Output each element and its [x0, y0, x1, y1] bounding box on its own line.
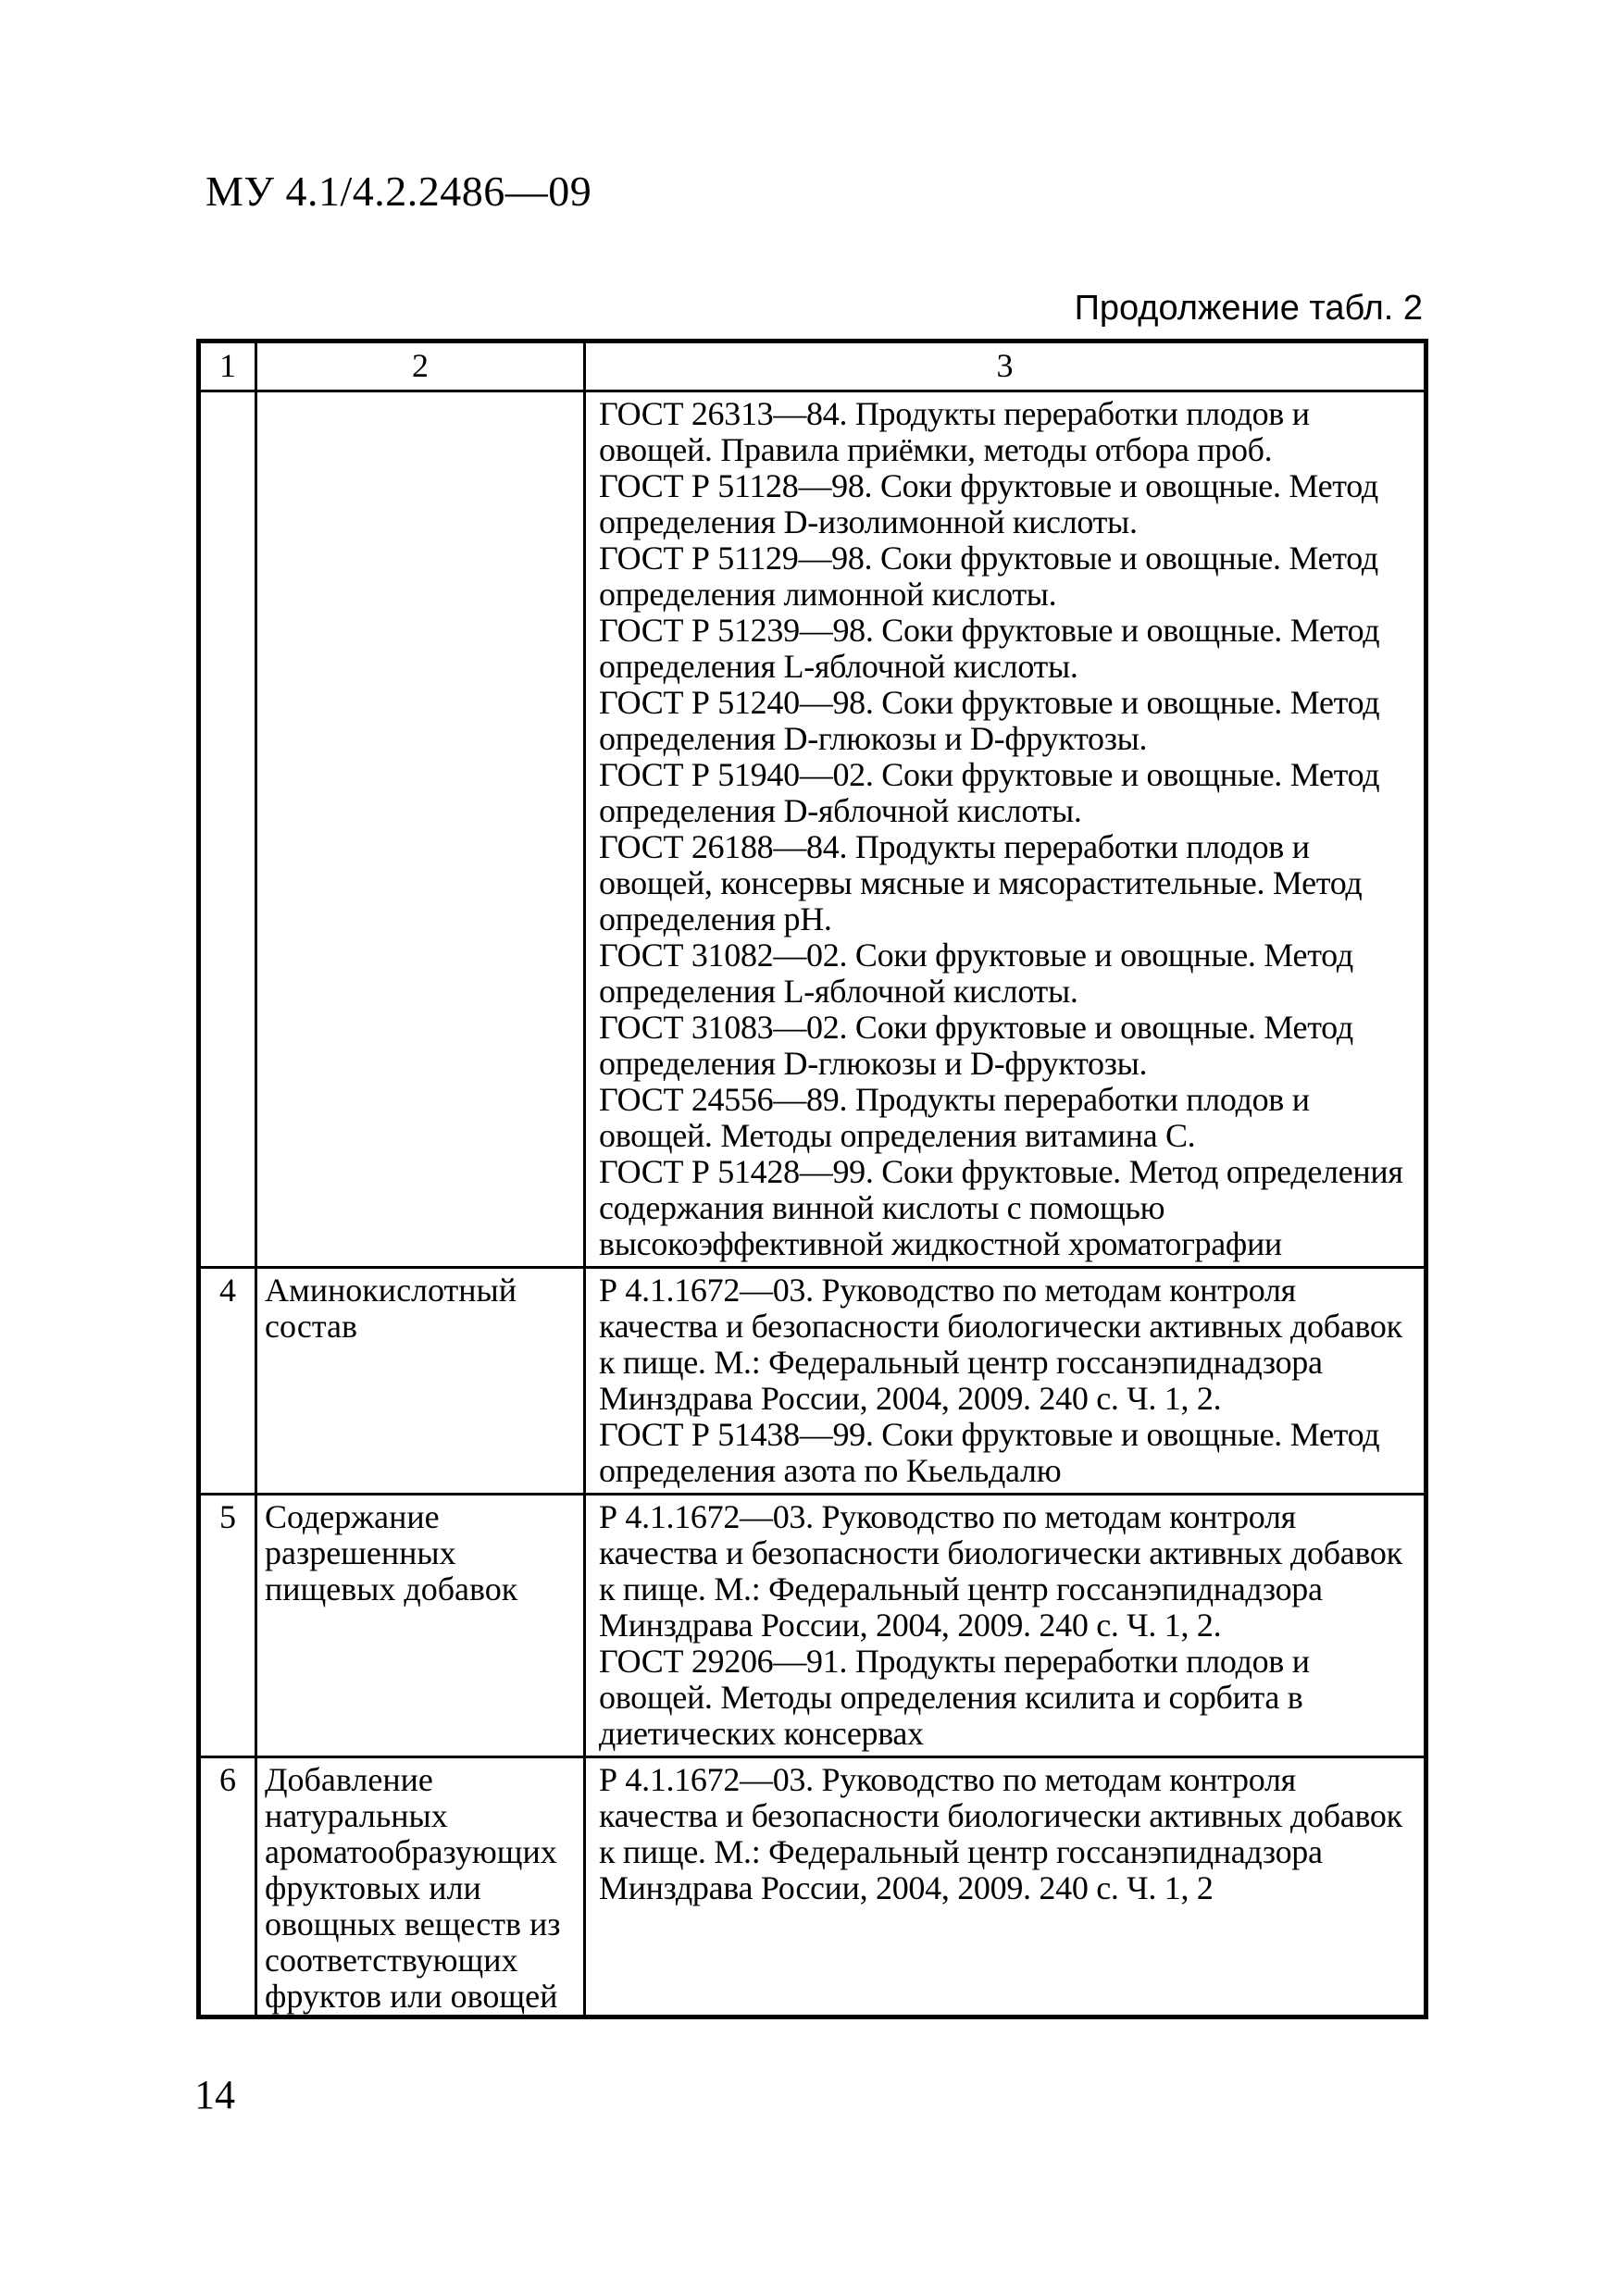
reference-entry: Р 4.1.1672—03. Руководство по методам контроля качества и безопасности биологически активных добавок к пище. М.: Федеральный центр госсанэпиднадзора Минздрава России, 2004, 2009. 240 с. Ч. 1, 2.: [599, 1272, 1402, 1417]
indicator-name: Содержание разрешенных пищевых добавок: [256, 1495, 585, 1757]
reference-entry: ГОСТ 26313—84. Продукты переработки плодов и овощей. Правила приёмки, методы отбора проб.: [599, 395, 1310, 468]
indicator-name: Добавление натуральных ароматообразующих фруктовых или овощных веществ из соответствующих фруктов или овощей: [256, 1757, 585, 2017]
reference-entry: ГОСТ 31082—02. Соки фруктовые и овощные. Метод определения L-яблочной кислоты.: [599, 937, 1353, 1010]
reference-entry: ГОСТ Р 51438—99. Соки фруктовые и овощные. Метод определения азота по Кьельдалю: [599, 1416, 1380, 1489]
reference-entry: Р 4.1.1672—03. Руководство по методам контроля качества и безопасности биологически активных добавок к пище. М.: Федеральный центр госсанэпиднадзора Минздрава России, 2004, 2009. 240 с. Ч. 1, 2.: [599, 1498, 1402, 1644]
table-row: [199, 391, 1426, 1268]
reference-entry: ГОСТ Р 51428—99. Соки фруктовые. Метод определения содержания винной кислоты с помощью высокоэффективной жидкостной хроматографии: [599, 1153, 1403, 1262]
method-references: [585, 1757, 1426, 2017]
document-code: МУ 4.1/4.2.2486—09: [205, 168, 592, 215]
reference-entry: ГОСТ 31083—02. Соки фруктовые и овощные. Метод определения D-глюкозы и D-фруктозы.: [599, 1009, 1353, 1082]
reference-entry: ГОСТ Р 51940—02. Соки фруктовые и овощные. Метод определения D-яблочной кислоты.: [599, 756, 1380, 829]
methods-table-wrapper: [196, 339, 1424, 2019]
table-row: [199, 1495, 1426, 1757]
table-caption: Продолжение табл. 2: [1074, 289, 1423, 328]
row-number: 4: [199, 1268, 256, 1495]
reference-entry: ГОСТ 26188—84. Продукты переработки плодов и овощей, консервы мясные и мясорастительные. Метод определения pH.: [599, 828, 1363, 937]
row-number: 5: [199, 1495, 256, 1757]
methods-table: [196, 339, 1428, 2019]
reference-entry: ГОСТ Р 51129—98. Соки фруктовые и овощные. Метод определения лимонной кислоты.: [599, 540, 1378, 613]
indicator-name: Аминокислотный состав: [256, 1268, 585, 1495]
table-row: [199, 1757, 1426, 2017]
method-references: [585, 1268, 1426, 1495]
reference-entry: ГОСТ Р 51240—98. Соки фруктовые и овощные. Метод определения D-глюкозы и D-фруктозы.: [599, 684, 1380, 757]
page-number: 14: [194, 2072, 235, 2117]
method-references: [585, 1495, 1426, 1757]
table-body: [199, 391, 1426, 2017]
column-header-1: 1: [199, 341, 256, 391]
reference-entry: ГОСТ 29206—91. Продукты переработки плодов и овощей. Методы определения ксилита и сорбита в диетических консервах: [599, 1643, 1310, 1752]
row-number: 6: [199, 1757, 256, 2017]
column-header-3: 3: [585, 341, 1426, 391]
table-header-row: [199, 341, 1426, 391]
row-number: [199, 391, 256, 1268]
column-header-2: 2: [256, 341, 585, 391]
indicator-name: [256, 391, 585, 1268]
reference-entry: ГОСТ 24556—89. Продукты переработки плодов и овощей. Методы определения витамина С.: [599, 1081, 1310, 1154]
reference-entry: ГОСТ Р 51128—98. Соки фруктовые и овощные. Метод определения D-изолимонной кислоты.: [599, 467, 1378, 540]
method-references: [585, 391, 1426, 1268]
reference-entry: Р 4.1.1672—03. Руководство по методам контроля качества и безопасности биологически активных добавок к пище. М.: Федеральный центр госсанэпиднадзора Минздрава России, 2004, 2009. 240 с. Ч. 1, 2: [599, 1761, 1402, 1906]
reference-entry: ГОСТ Р 51239—98. Соки фруктовые и овощные. Метод определения L-яблочной кислоты.: [599, 612, 1380, 685]
table-row: [199, 1268, 1426, 1495]
